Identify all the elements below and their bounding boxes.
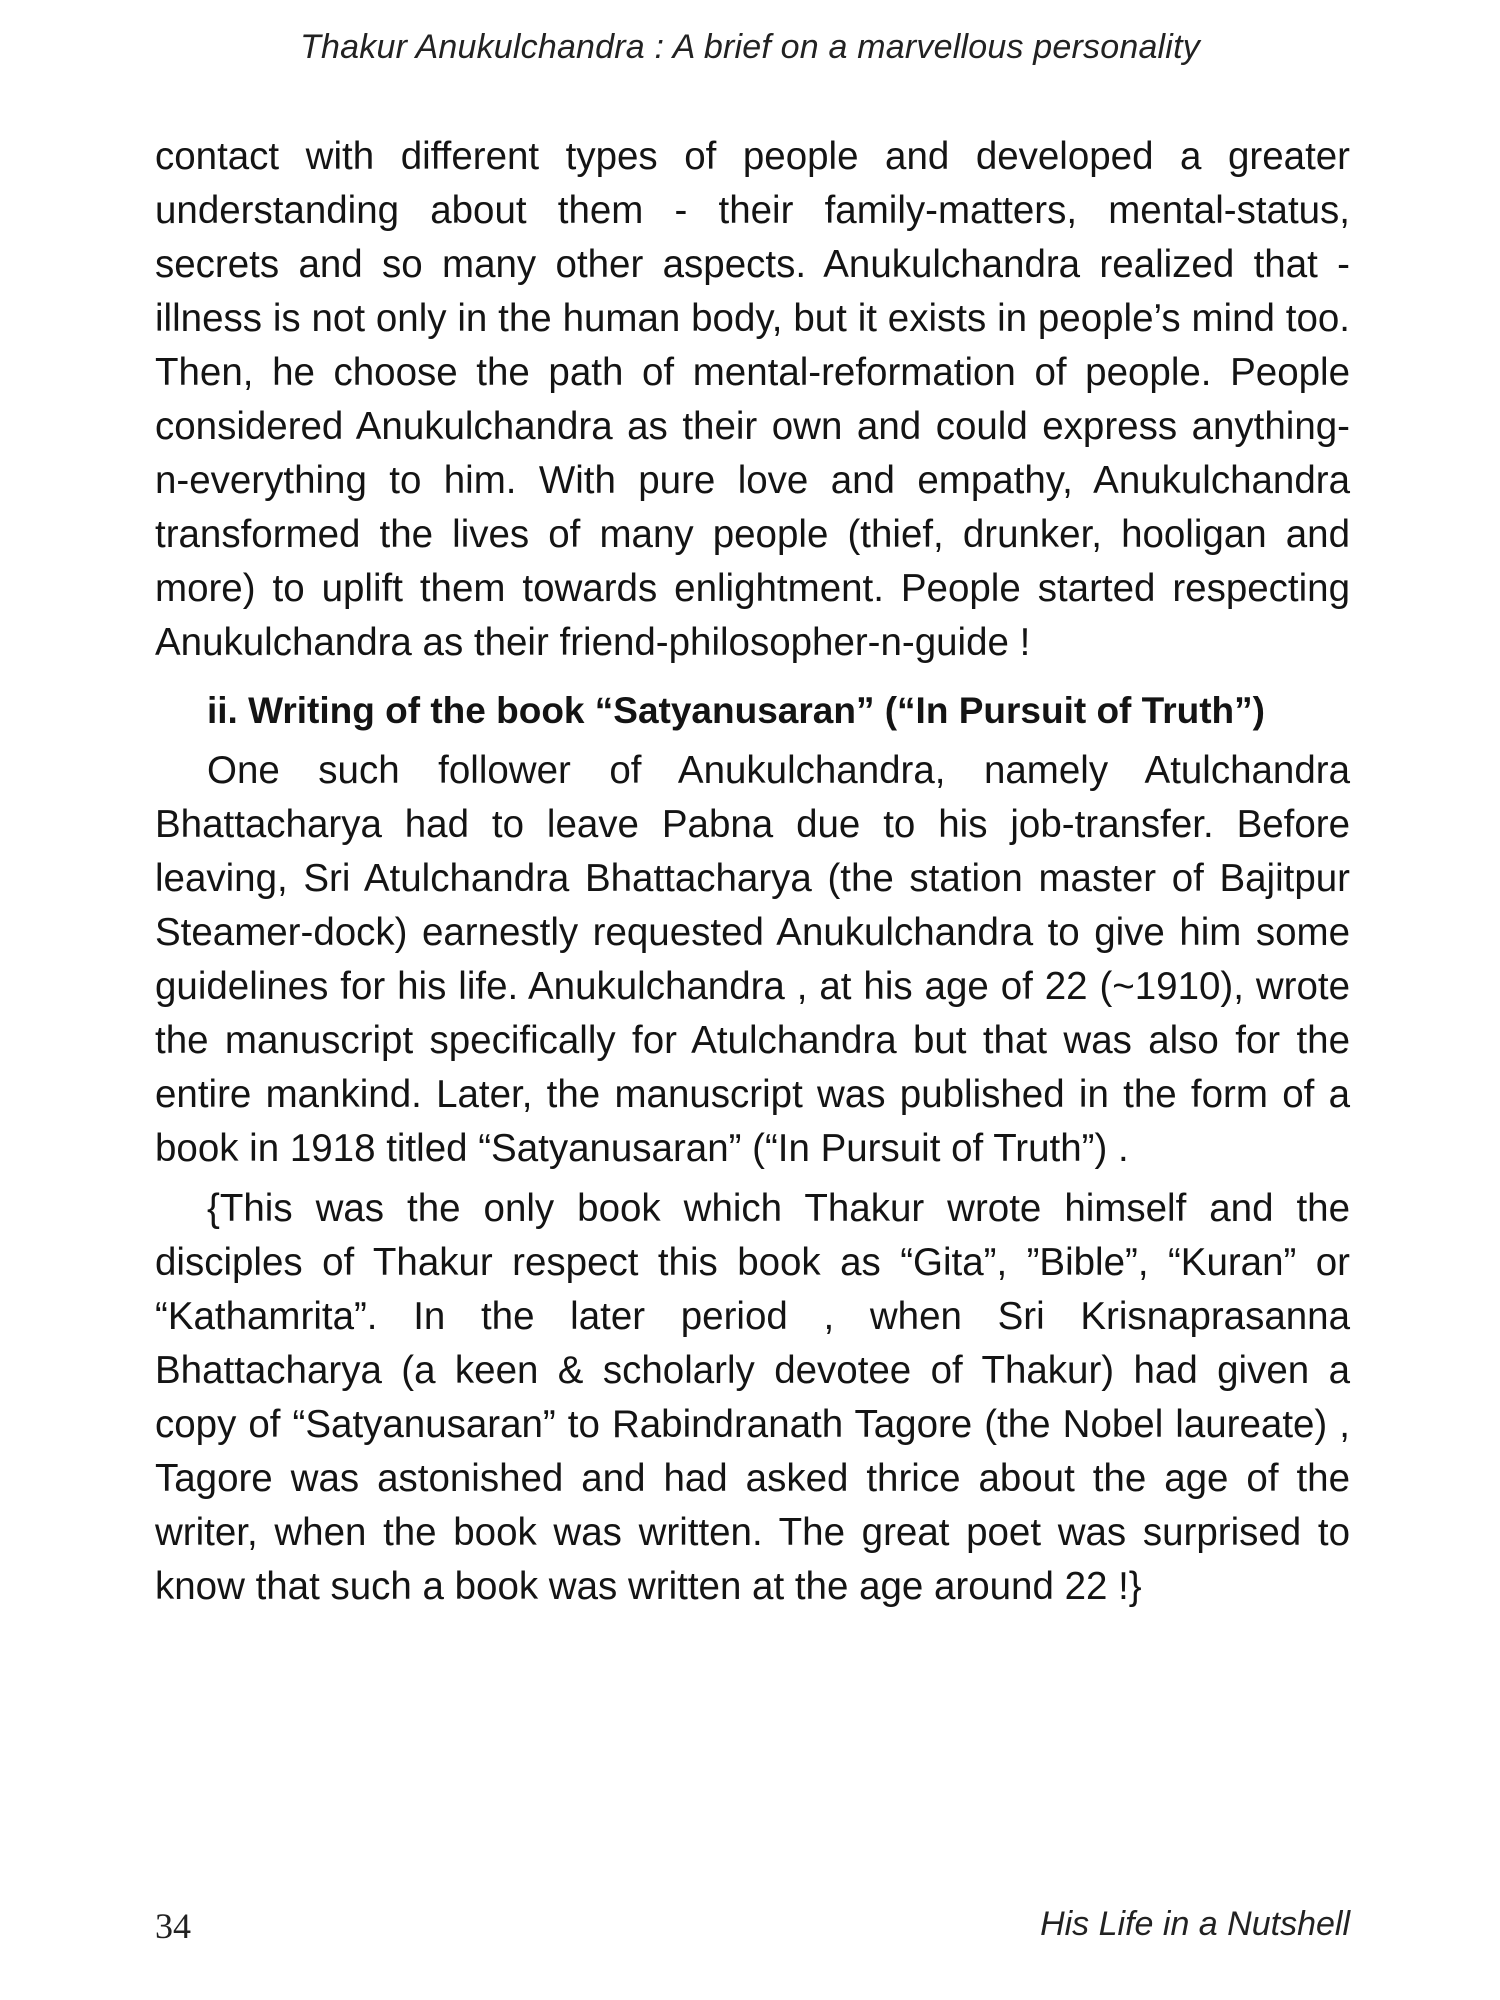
page-number: 34 — [155, 1906, 191, 1946]
body-text — [155, 130, 1350, 1614]
section-heading: ii. Writing of the book “Satyanusaran” (“In Pursuit of Truth”) — [207, 690, 1265, 731]
paragraph-continuation: contact with different types of people and developed a greater understanding about them - their family-matters, mental-status, secrets and so many other aspects. Anukulchandra realized that - illness is not only in the human body, but it exists in people’s mind too. Then, he choose the path of mental-reformation of people. People considered Anukulchandra as their own and could express anything-n-everything to him. With pure love and empathy, Anukulchandra transformed the lives of many people (thief, drunker, hooligan and more) to uplift them towards enlightment. People started respecting Anukulchandra as their friend-philosopher-n-guide ! — [155, 135, 1350, 664]
running-header: Thakur Anukulchandra : A brief on a marvellous personality — [300, 28, 1200, 66]
paragraph-tagore-note: {This was the only book which Thakur wrote himself and the disciples of Thakur respect this book as “Gita”, ”Bible”, “Kuran” or “Kathamrita”. In the later period , when Sri Krisnaprasanna Bhattacharya (a keen & scholarly devotee of Thakur) had given a copy of “Satyanusaran” to Rabindranath Tagore (the Nobel laureate) , Tagore was astonished and had asked thrice about the age of the writer, when the book was written. The great poet was surprised to know that such a book was written at the age around 22 !} — [155, 1187, 1350, 1608]
paragraph-atulchandra: One such follower of Anukulchandra, namely Atulchandra Bhattacharya had to leave Pabna due to his job-transfer. Before leaving, Sri Atulchandra Bhattacharya (the station master of Bajitpur Steamer-dock) earnestly requested Anukulchandra to give him some guidelines for his life. Anukulchandra , at his age of 22 (~1910), wrote the manuscript specifically for Atulchandra but that was also for the entire mankind. Later, the manuscript was published in the form of a book in 1918 titled “Satyanusaran” (“In Pursuit of Truth”) . — [155, 749, 1350, 1170]
running-footer: His Life in a Nutshell — [1040, 1905, 1350, 1943]
